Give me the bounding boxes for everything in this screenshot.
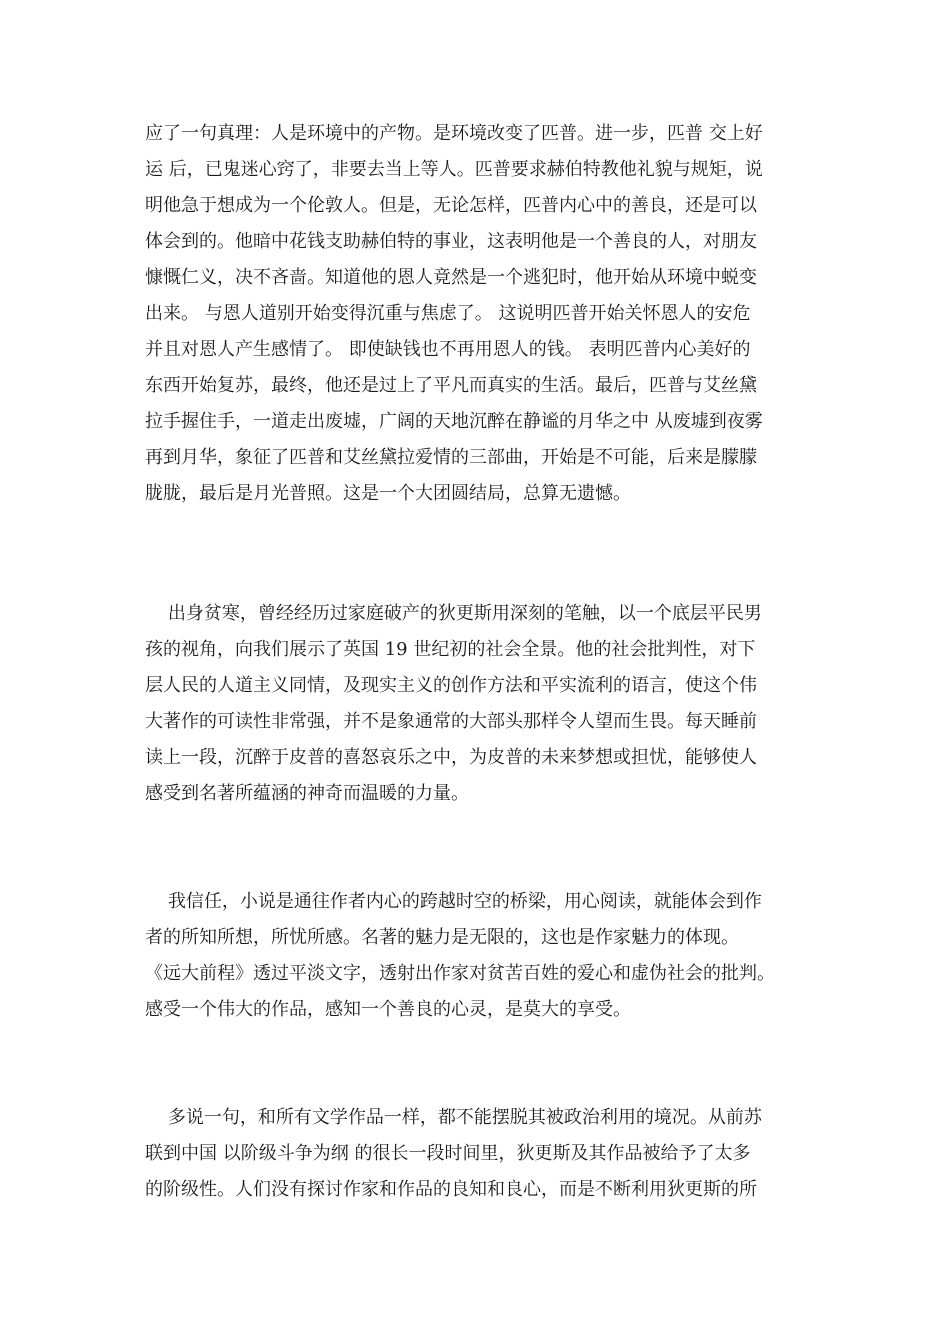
text-line: 胧胧，最后是月光普照。这是一个大团圆结局，总算无遗憾。 <box>145 483 631 504</box>
text-line: 孩的视角，向我们展示了英国 19 世纪初的社会全景。他的社会批判性，对下 <box>145 639 756 660</box>
text-line: 出身贫寒，曾经经历过家庭破产的狄更斯用深刻的笔触，以一个底层平民男 <box>145 603 762 624</box>
text-line: 读上一段，沉醉于皮普的喜怒哀乐之中，为皮普的未来梦想或担忧，能够使人 <box>145 747 757 768</box>
text-line: 再到月华，象征了匹普和艾丝黛拉爱情的三部曲，开始是不可能，后来是朦朦 <box>145 447 757 468</box>
text-line: 的阶级性。人们没有探讨作家和作品的良知和良心，而是不断利用狄更斯的所 <box>145 1179 757 1200</box>
text-line: 感受一个伟大的作品，感知一个善良的心灵，是莫大的享受。 <box>145 999 631 1020</box>
paragraph-pip-transformation <box>145 116 811 512</box>
text-line: 多说一句，和所有文学作品一样，都不能摆脱其被政治利用的境况。从前苏 <box>145 1107 762 1128</box>
text-line: 拉手握住手，一道走出废墟，广阔的天地沉醉在静谧的月华之中 从废墟到夜雾 <box>145 411 763 432</box>
text-line: 应了一句真理：人是环境中的产物。是环境改变了匹普。进一步，匹普 交上好 <box>145 123 763 144</box>
text-line: 联到中国 以阶级斗争为纲 的很长一段时间里，狄更斯及其作品被给予了太多 <box>145 1143 751 1164</box>
text-line: 运 后，已鬼迷心窍了，非要去当上等人。匹普要求赫伯特教他礼貌与规矩，说 <box>145 159 763 180</box>
text-line: 出来。 与恩人道别开始变得沉重与焦虑了。 这说明匹普开始关怀恩人的安危 <box>145 303 751 324</box>
paragraph-political-use <box>145 1100 811 1208</box>
text-line: 者的所知所想，所忧所感。名著的魅力是无限的，这也是作家魅力的体现。 <box>145 927 739 948</box>
paragraph-dickens-background <box>145 596 811 812</box>
text-line: 层人民的人道主义同情，及现实主义的创作方法和平实流利的语言，使这个伟 <box>145 675 757 696</box>
text-line: 我信任，小说是通往作者内心的跨越时空的桥梁，用心阅读，就能体会到作 <box>145 891 762 912</box>
text-line: 明他急于想成为一个伦敦人。但是，无论怎样，匹普内心中的善良，还是可以 <box>145 195 757 216</box>
text-line: 并且对恩人产生感情了。 即使缺钱也不再用恩人的钱。 表明匹普内心美好的 <box>145 339 751 360</box>
text-line: 感受到名著所蕴涵的神奇而温暖的力量。 <box>145 783 469 804</box>
text-line: 《远大前程》透过平淡文字，透射出作家对贫苦百姓的爱心和虚伪社会的批判。 <box>145 963 775 984</box>
text-line: 东西开始复苏，最终，他还是过上了平凡而真实的生活。最后，匹普与艾丝黛 <box>145 375 757 396</box>
paragraph-novel-bridge <box>145 884 811 1028</box>
text-line: 慷慨仁义，决不吝啬。知道他的恩人竟然是一个逃犯时，他开始从环境中蜕变 <box>145 267 757 288</box>
text-line: 大著作的可读性非常强，并不是象通常的大部头那样令人望而生畏。每天睡前 <box>145 711 757 732</box>
text-line: 体会到的。他暗中花钱支助赫伯特的事业，这表明他是一个善良的人，对朋友 <box>145 231 757 252</box>
